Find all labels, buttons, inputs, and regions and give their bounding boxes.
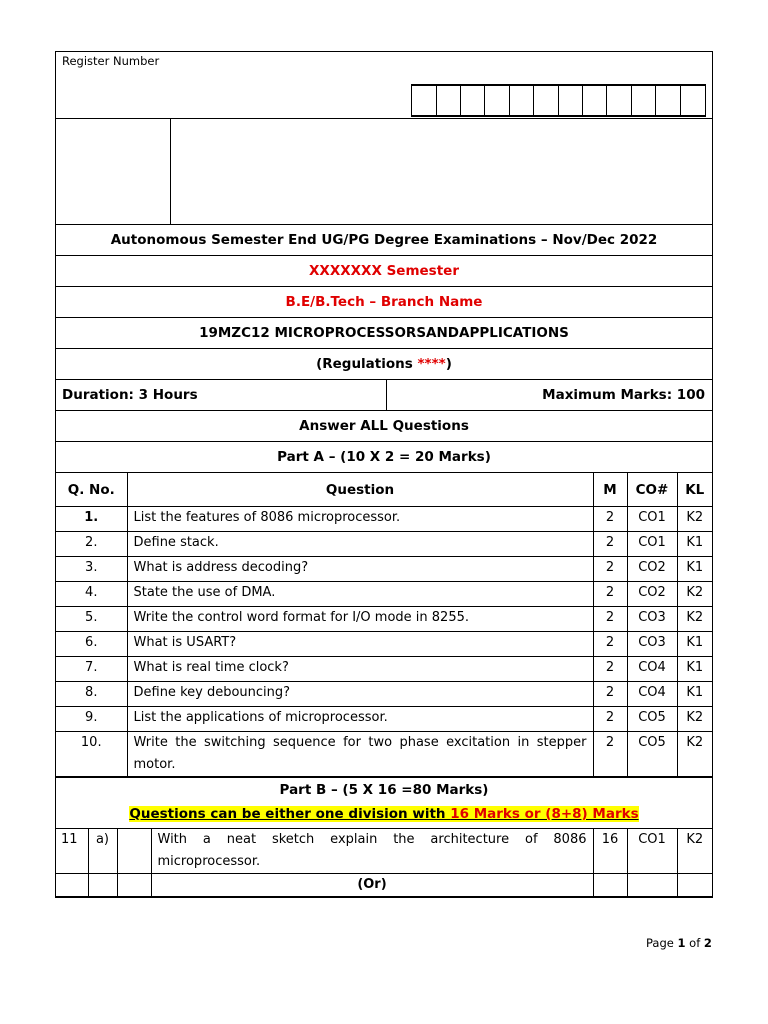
- question-marks: 2: [593, 657, 627, 682]
- question-text: Define key debouncing?: [127, 682, 593, 707]
- or-blank-1: [56, 874, 88, 897]
- q11-number: 11: [56, 829, 88, 874]
- header-marks: M: [593, 473, 627, 507]
- question-number: 5.: [56, 607, 127, 632]
- question-text: What is real time clock?: [127, 657, 593, 682]
- question-co: CO1: [627, 507, 677, 532]
- question-text: Define stack.: [127, 532, 593, 557]
- table-row: [56, 582, 712, 607]
- question-number: 10.: [56, 732, 127, 777]
- table-row: [56, 657, 712, 682]
- branch-title: B.E/B.Tech – Branch Name: [56, 287, 712, 318]
- table-row: [56, 874, 712, 897]
- table-row: [56, 682, 712, 707]
- register-digit-box[interactable]: [632, 86, 656, 115]
- question-number: 1.: [56, 507, 127, 532]
- part-b-title: Part B – (5 X 16 =80 Marks): [279, 782, 489, 798]
- question-co: CO4: [627, 682, 677, 707]
- question-marks: 2: [593, 707, 627, 732]
- header-kl: KL: [677, 473, 712, 507]
- question-number: 6.: [56, 632, 127, 657]
- question-kl: K2: [677, 732, 712, 777]
- question-co: CO1: [627, 532, 677, 557]
- question-marks: 2: [593, 557, 627, 582]
- course-title: 19MZC12 MICROPROCESSORSANDAPPLICATIONS: [56, 318, 712, 349]
- duration: Duration: 3 Hours: [56, 380, 387, 410]
- question-kl: K1: [677, 632, 712, 657]
- part-b-table-wrap: [56, 829, 712, 897]
- question-co: CO5: [627, 732, 677, 777]
- register-digit-box[interactable]: [534, 86, 558, 115]
- question-number: 3.: [56, 557, 127, 582]
- register-digit-box[interactable]: [656, 86, 680, 115]
- question-co: CO5: [627, 707, 677, 732]
- exam-title: Autonomous Semester End UG/PG Degree Examinations – Nov/Dec 2022: [56, 225, 712, 256]
- question-kl: K2: [677, 507, 712, 532]
- question-marks: 2: [593, 632, 627, 657]
- page-word: Page: [646, 936, 678, 950]
- regulations-close: ): [445, 356, 452, 372]
- question-text: What is USART?: [127, 632, 593, 657]
- question-kl: K2: [677, 582, 712, 607]
- header-qno: Q. No.: [56, 473, 127, 507]
- part-b-note: [56, 802, 712, 826]
- register-digit-box[interactable]: [583, 86, 607, 115]
- q11-kl: K2: [677, 829, 712, 874]
- table-row: [56, 507, 712, 532]
- part-a-table: [56, 473, 712, 777]
- page-footer: [646, 936, 712, 950]
- register-digit-box[interactable]: [681, 86, 705, 115]
- q11-co: CO1: [627, 829, 677, 874]
- or-blank-3: [117, 874, 151, 897]
- table-row: [56, 707, 712, 732]
- question-marks: 2: [593, 732, 627, 777]
- question-kl: K1: [677, 657, 712, 682]
- exam-paper: [55, 51, 713, 898]
- table-header-row: [56, 473, 712, 507]
- q11-marks: 16: [593, 829, 627, 874]
- q11-question: With a neat sketch explain the architecture of 8086 microprocessor.: [151, 829, 593, 874]
- question-text: List the features of 8086 microprocessor.: [127, 507, 593, 532]
- page-current: 1: [677, 936, 686, 950]
- part-a-title: Part A – (10 X 2 = 20 Marks): [56, 442, 712, 473]
- question-text: Write the switching sequence for two phase excitation in stepper motor.: [127, 732, 593, 777]
- register-number-row: [56, 52, 712, 119]
- page-total: 2: [703, 936, 712, 950]
- question-co: CO3: [627, 632, 677, 657]
- register-digit-box[interactable]: [485, 86, 509, 115]
- register-digit-box[interactable]: [607, 86, 631, 115]
- question-number: 7.: [56, 657, 127, 682]
- question-text: List the applications of microprocessor.: [127, 707, 593, 732]
- or-blank-4: [593, 874, 627, 897]
- question-marks: 2: [593, 582, 627, 607]
- regulations-open: (Regulations: [316, 356, 418, 372]
- register-number-label: Register Number: [62, 54, 160, 68]
- table-row: [56, 532, 712, 557]
- register-digit-box[interactable]: [461, 86, 485, 115]
- header-question: Question: [127, 473, 593, 507]
- logo-row: [56, 119, 712, 225]
- or-blank-2: [88, 874, 117, 897]
- duration-marks-row: [56, 380, 712, 411]
- table-row: [56, 607, 712, 632]
- question-co: CO2: [627, 557, 677, 582]
- register-number-boxes: [411, 84, 706, 117]
- question-number: 8.: [56, 682, 127, 707]
- question-number: 2.: [56, 532, 127, 557]
- question-text: What is address decoding?: [127, 557, 593, 582]
- institution-cell: [171, 119, 712, 224]
- header-co: CO#: [627, 473, 677, 507]
- part-b-table: [56, 829, 712, 897]
- question-kl: K1: [677, 682, 712, 707]
- register-digit-box[interactable]: [412, 86, 436, 115]
- table-row: [56, 829, 712, 874]
- or-blank-5: [627, 874, 677, 897]
- semester-title: XXXXXXX Semester: [56, 256, 712, 287]
- question-co: CO3: [627, 607, 677, 632]
- table-row: [56, 632, 712, 657]
- logo-cell: [56, 119, 171, 224]
- instruction: Answer ALL Questions: [56, 411, 712, 442]
- question-marks: 2: [593, 507, 627, 532]
- part-b-header: [56, 778, 712, 829]
- or-label: (Or): [151, 874, 593, 897]
- question-co: CO2: [627, 582, 677, 607]
- page-of-word: of: [685, 936, 704, 950]
- question-marks: 2: [593, 607, 627, 632]
- question-co: CO4: [627, 657, 677, 682]
- register-digit-box[interactable]: [559, 86, 583, 115]
- question-kl: K2: [677, 607, 712, 632]
- question-kl: K2: [677, 707, 712, 732]
- q11-blank: [117, 829, 151, 874]
- question-kl: K1: [677, 532, 712, 557]
- q11-sub: a): [88, 829, 117, 874]
- question-number: 4.: [56, 582, 127, 607]
- part-b-note-marks: 16 Marks or (8+8) Marks: [450, 806, 639, 822]
- question-text: State the use of DMA.: [127, 582, 593, 607]
- part-a-table-wrap: [56, 473, 712, 778]
- question-number: 9.: [56, 707, 127, 732]
- part-b-note-text: Questions can be either one division with: [129, 806, 451, 822]
- regulations-value: ****: [417, 356, 446, 372]
- maximum-marks: Maximum Marks: 100: [542, 387, 705, 403]
- question-marks: 2: [593, 682, 627, 707]
- question-text: Write the control word format for I/O mode in 8255.: [127, 607, 593, 632]
- regulations-line: [56, 349, 712, 380]
- question-kl: K1: [677, 557, 712, 582]
- or-blank-6: [677, 874, 712, 897]
- table-row: [56, 557, 712, 582]
- register-digit-box[interactable]: [437, 86, 461, 115]
- register-digit-box[interactable]: [510, 86, 534, 115]
- table-row: [56, 732, 712, 777]
- question-marks: 2: [593, 532, 627, 557]
